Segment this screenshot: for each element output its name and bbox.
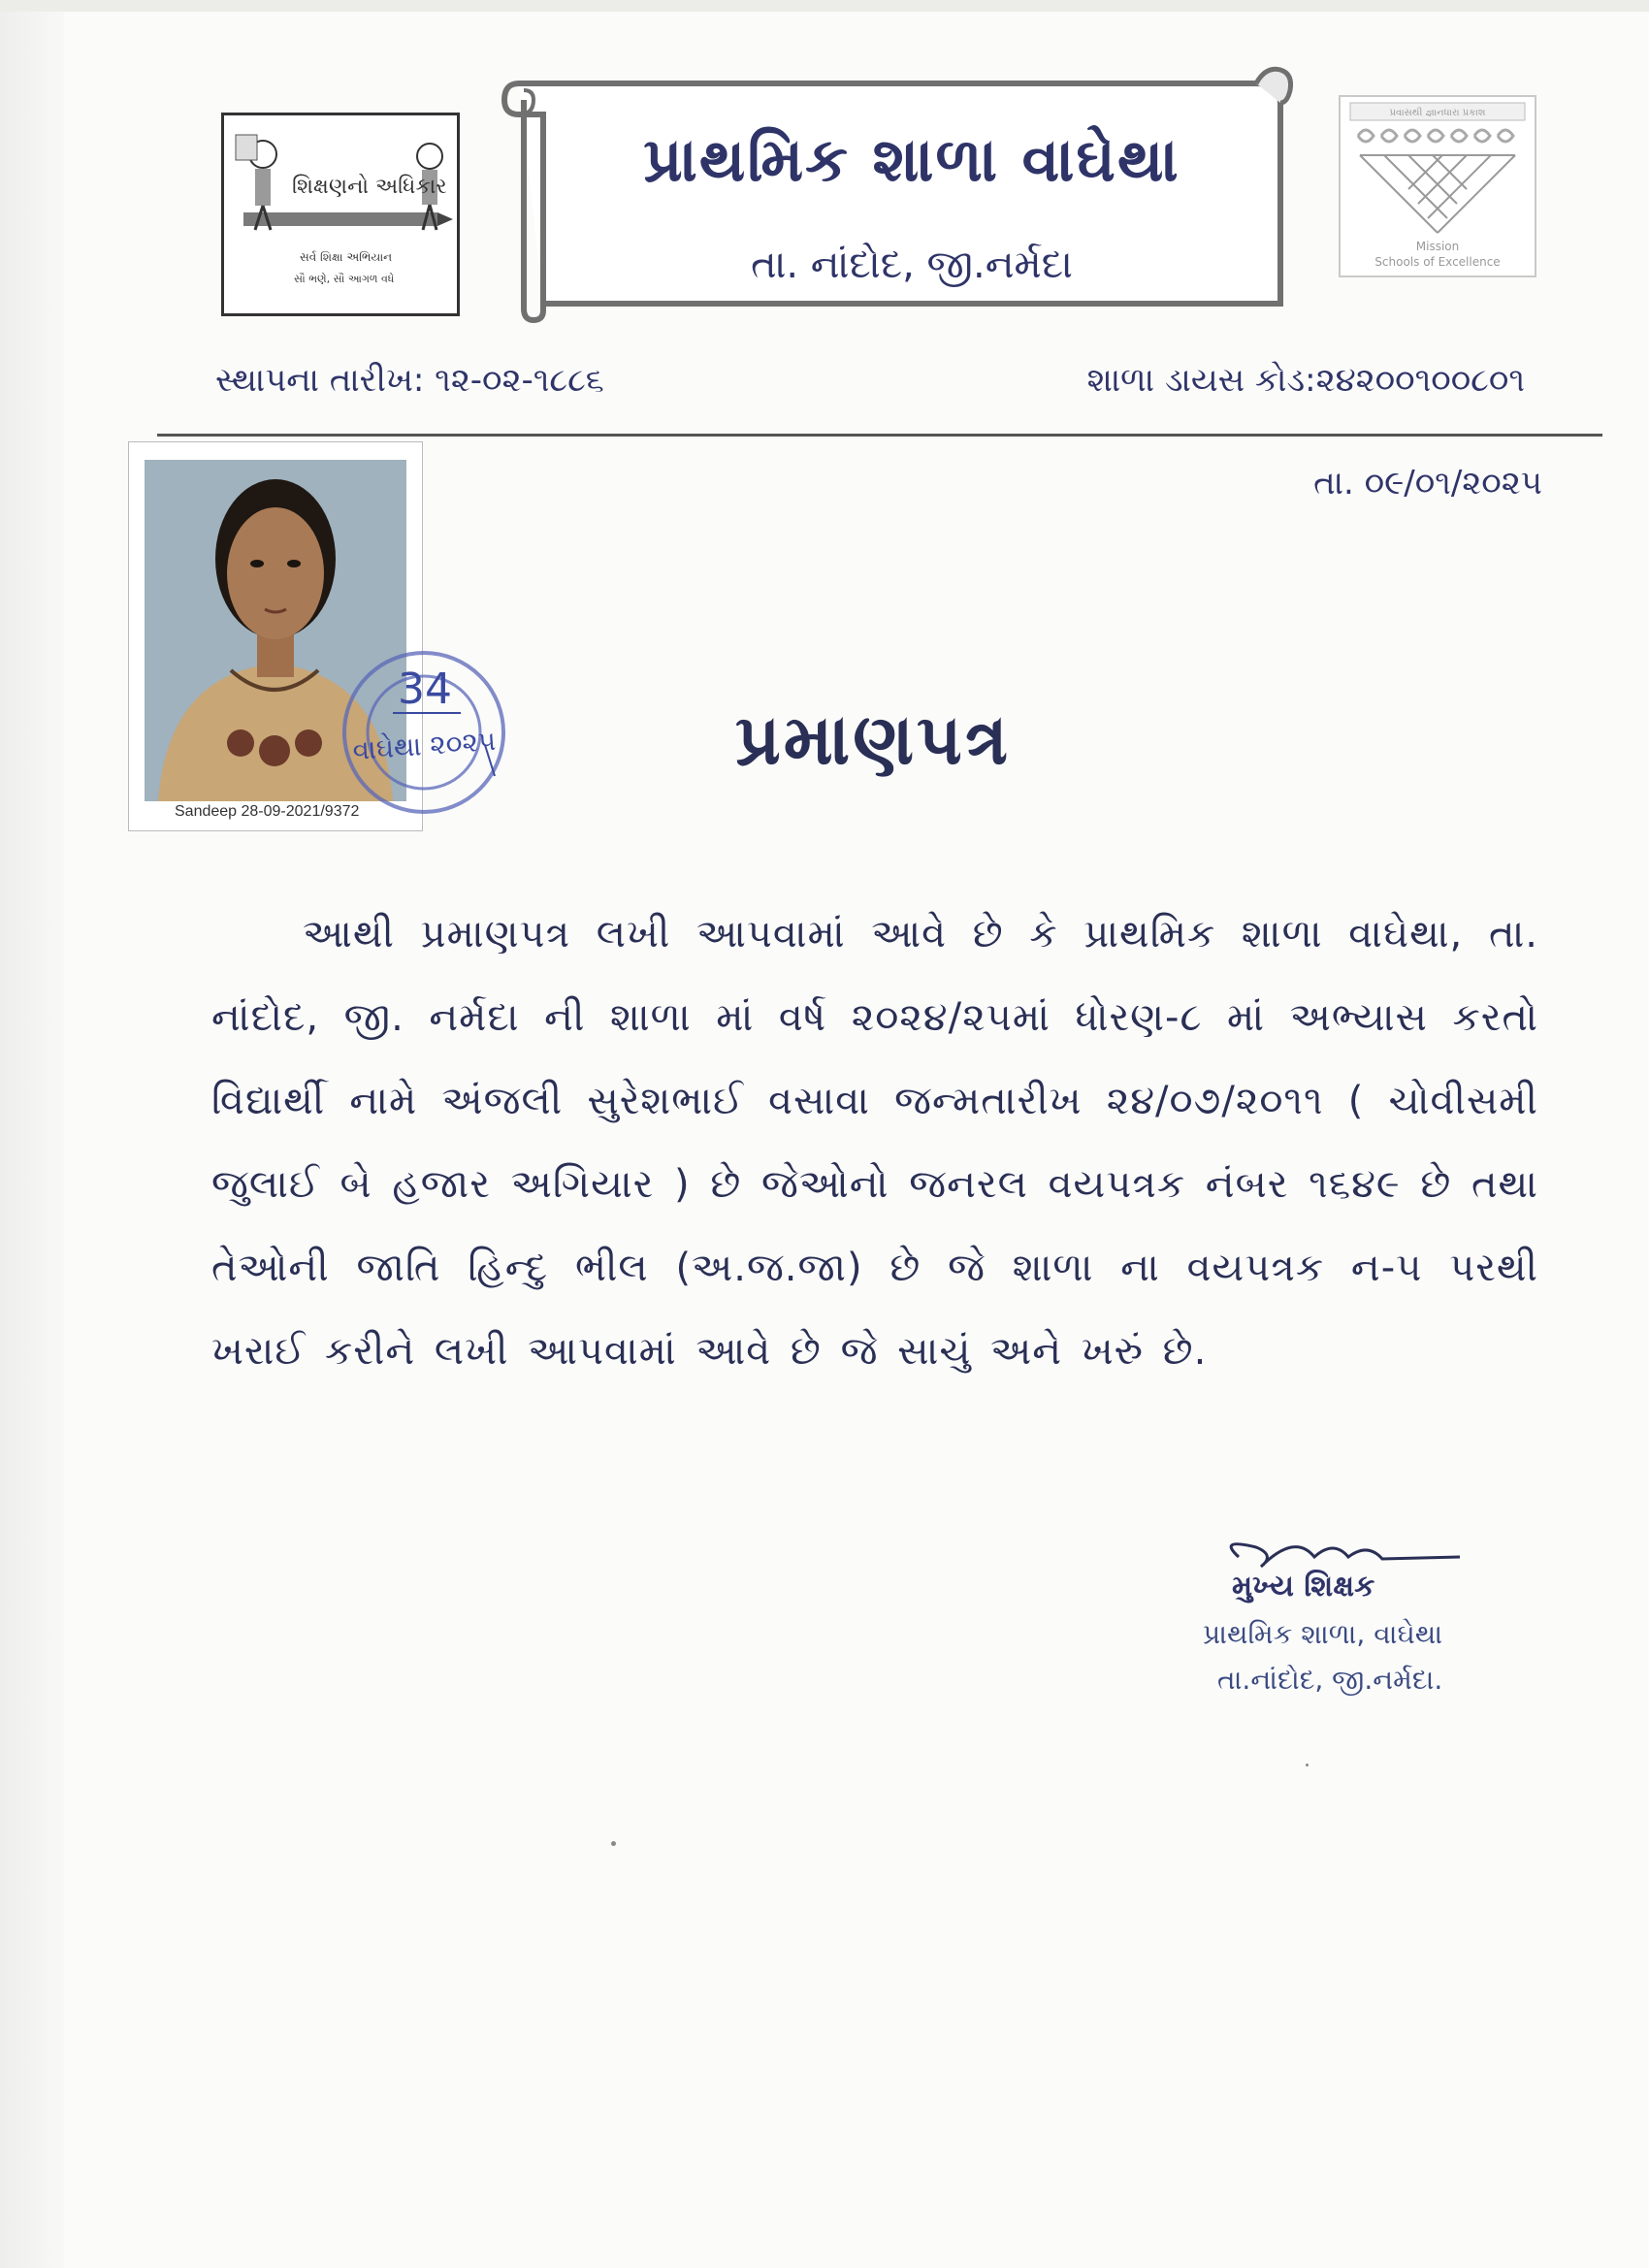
signature-school: પ્રાથમિક શાળા, વાઘેથા xyxy=(1203,1618,1443,1650)
school-address: તા. નાંદોદ, જી.નર્મદા xyxy=(751,243,1073,287)
scan-speck xyxy=(1306,1764,1309,1766)
stamp-number: 34 xyxy=(398,664,452,714)
establishment-date: સ્થાપના તારીખ: ૧૨-૦૨-૧૮૮૬ xyxy=(215,361,604,400)
mission-schools-logo xyxy=(1339,95,1536,277)
scan-edge xyxy=(0,0,64,2268)
scan-top-edge xyxy=(0,0,1649,12)
school-name: પ્રાથમિક શાળા વાઘેથા xyxy=(643,124,1180,195)
school-stamp xyxy=(340,631,563,834)
certificate-body: આથી પ્રમાણપત્ર લખી આપવામાં આવે છે કે પ્રાથમિક શાળા વાઘેથા, તા. નાંદોદ, જી. નર્મદા ની શાળા માં વર્ષ ૨૦૨૪/૨૫માં ધોરણ-૮ માં અભ્યાસ કરતો વિદ્યાર્થી નામે અંજલી સુરેશભાઈ વસાવા જન્મતારીખ ૨૪/૦૭/૨૦૧૧ ( ચોવીસમી જુલાઈ બે હજાર અગિયાર ) છે જેઓનો જનરલ વયપત્રક નંબર ૧૬૪૯ છે તથા તેઓની જાતિ હિન્દુ ભીલ (અ.જ.જા) છે જે શાળા ના વયપત્રક ન-૫ પરથી ખરાઈ કરીને લખી આપવામાં આવે છે જે સાચું અને ખરું છે. xyxy=(211,912,1538,1374)
issue-date: તા. ૦૯/૦૧/૨૦૨૫ xyxy=(1313,464,1542,502)
signature-place: તા.નાંદોદ, જી.નર્મદા. xyxy=(1217,1664,1443,1696)
logo-sub-text-1: સર્વ શિક્ષા અભિયાન xyxy=(300,250,393,264)
right-logo-mission: Mission xyxy=(1415,240,1460,253)
signature-role: મુખ્ય શિક્ષક xyxy=(1232,1570,1375,1604)
right-logo-schools: Schools of Excellence xyxy=(1374,255,1501,269)
logo-sub-text-2: સૌ ભણે, સૌ આગળ વધે xyxy=(294,273,395,285)
logo-main-text: શિક્ષણનો અધિકાર xyxy=(292,175,447,199)
stamp-date: વાઘેથા ૨૦૨૫ xyxy=(351,724,498,767)
document-title: પ્રમાણપત્ર xyxy=(735,698,1011,780)
dise-code: શાળા ડાયસ કોડ:૨૪૨૦૦૧૦૦૮૦૧ xyxy=(1086,361,1525,400)
right-to-education-logo xyxy=(221,113,460,316)
header-divider xyxy=(157,434,1602,437)
scan-speck xyxy=(611,1841,616,1846)
right-logo-top-text: પ્રવાસથી જ્ઞાનધારા પ્રકાશ xyxy=(1389,108,1486,118)
photo-caption: Sandeep 28-09-2021/9372 xyxy=(175,803,360,820)
